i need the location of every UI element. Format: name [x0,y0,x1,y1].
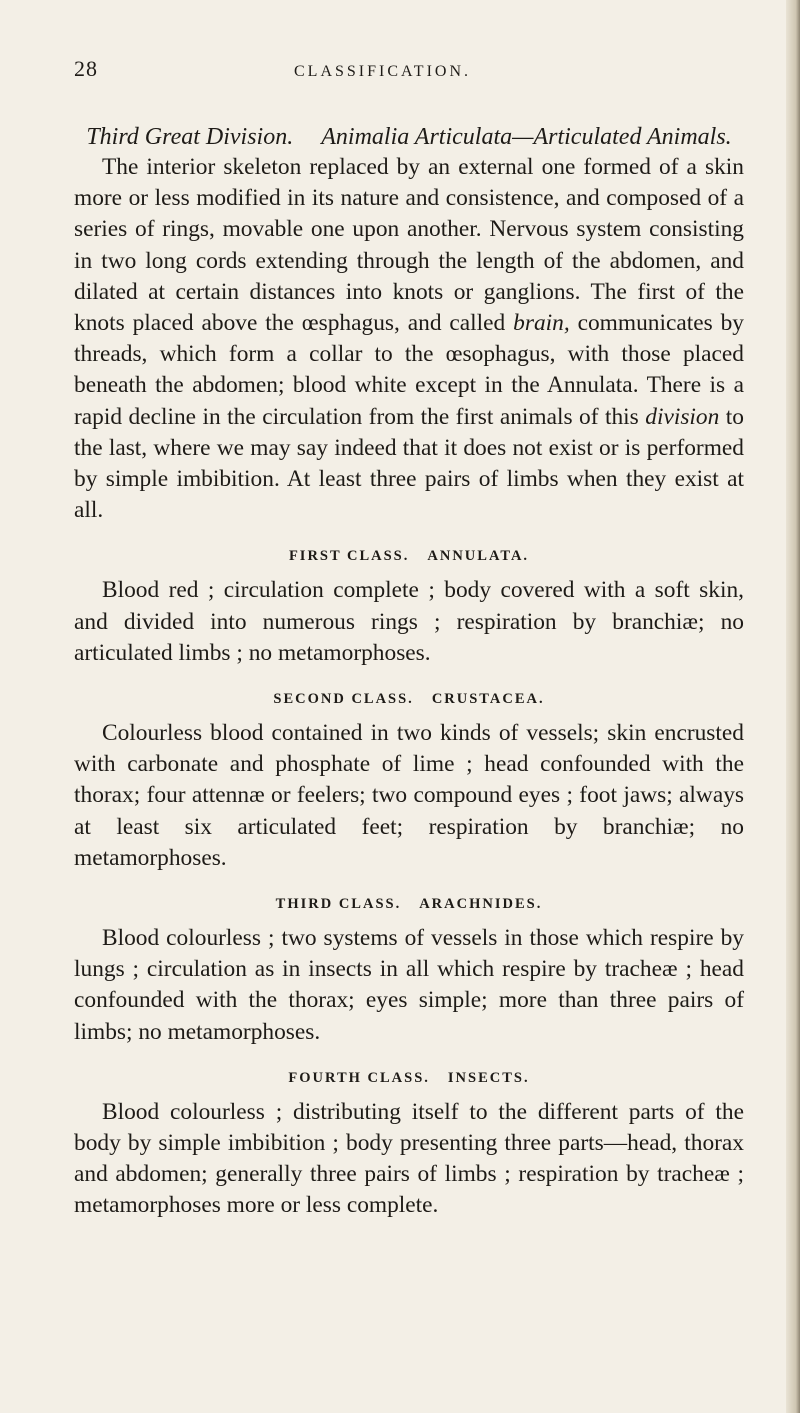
class-ordinal: THIRD CLASS. [275,896,402,913]
intro-text-1: The interior skeleton replaced by an external one formed of a skin more or less modified in its nature and consistence, and composed of a series of rings, movable one upon another. Nervous system consisting in two long cords extending through the length of the abdomen, and dilated at certain distances into knots or ganglions. The first of the knots placed above the œsphagus, and called [74,154,744,337]
class-name: ANNULATA. [427,548,530,565]
class-heading-fourth [74,1070,744,1087]
intro-emphasis-brain: brain, [513,310,570,337]
intro-text-3: to the last, where we may say indeed that it does not exist or is performed by simple imbibition. At least three pairs of limbs when they exist at all. [74,403,744,524]
class-name: INSECTS. [447,1069,530,1086]
class-ordinal: SECOND CLASS. [273,691,414,708]
division-title-lead: Third Great Division. [86,124,294,150]
class-name: ARACHNIDES. [419,896,543,913]
division-title-name: Animalia Articulata—Articulated Animals. [321,124,732,150]
class-ordinal: FOURTH CLASS. [288,1069,430,1086]
class-heading-first [74,548,744,565]
page-edge [786,0,800,1413]
class-description-fourth: Blood colourless ; distributing itself to the different parts of the body by simple imbibition ; body presenting three parts—head, thorax and abdomen; generally three pairs of limbs ; respiration by tracheæ ; metamorphoses more or less complete. [74,1098,744,1219]
book-page [74,56,744,1222]
class-heading-third [74,896,744,913]
division-description [74,152,744,526]
class-ordinal: FIRST CLASS. [288,548,410,565]
division-title [74,122,744,152]
class-description-first: Blood red ; circulation complete ; body covered with a soft skin, and divided into numerous rings ; respiration by branchiæ; no articulated limbs ; no metamorphoses. [74,577,744,666]
intro-emphasis-division: division [645,403,720,430]
class-description-third: Blood colourless ; two systems of vessels in those which respire by lungs ; circulation as in insects in all which respire by tracheæ ; head confounded with the thorax; eyes simple; more than three pairs of limbs; no metamorphoses. [74,925,744,1045]
class-heading-second [74,691,744,708]
running-head: CLASSIFICATION. [294,63,472,80]
page-number: 28 [74,56,98,81]
page-header [74,56,744,96]
class-name: CRUSTACEA. [431,691,545,708]
class-description-second: Colourless blood contained in two kinds of vessels; skin encrusted with carbonate and phosphate of lime ; head confounded with the thorax; four attennæ or feelers; two compound eyes ; foot jaws; always at least six articulated feet; respiration by branchiæ; no metamorphoses. [74,720,744,871]
intro-text-2: communicates by threads, which form a collar to the œsophagus, with those placed beneath the abdomen; blood white except in the Annulata. There is a rapid decline in the circulation from the first animals of this [74,310,744,430]
